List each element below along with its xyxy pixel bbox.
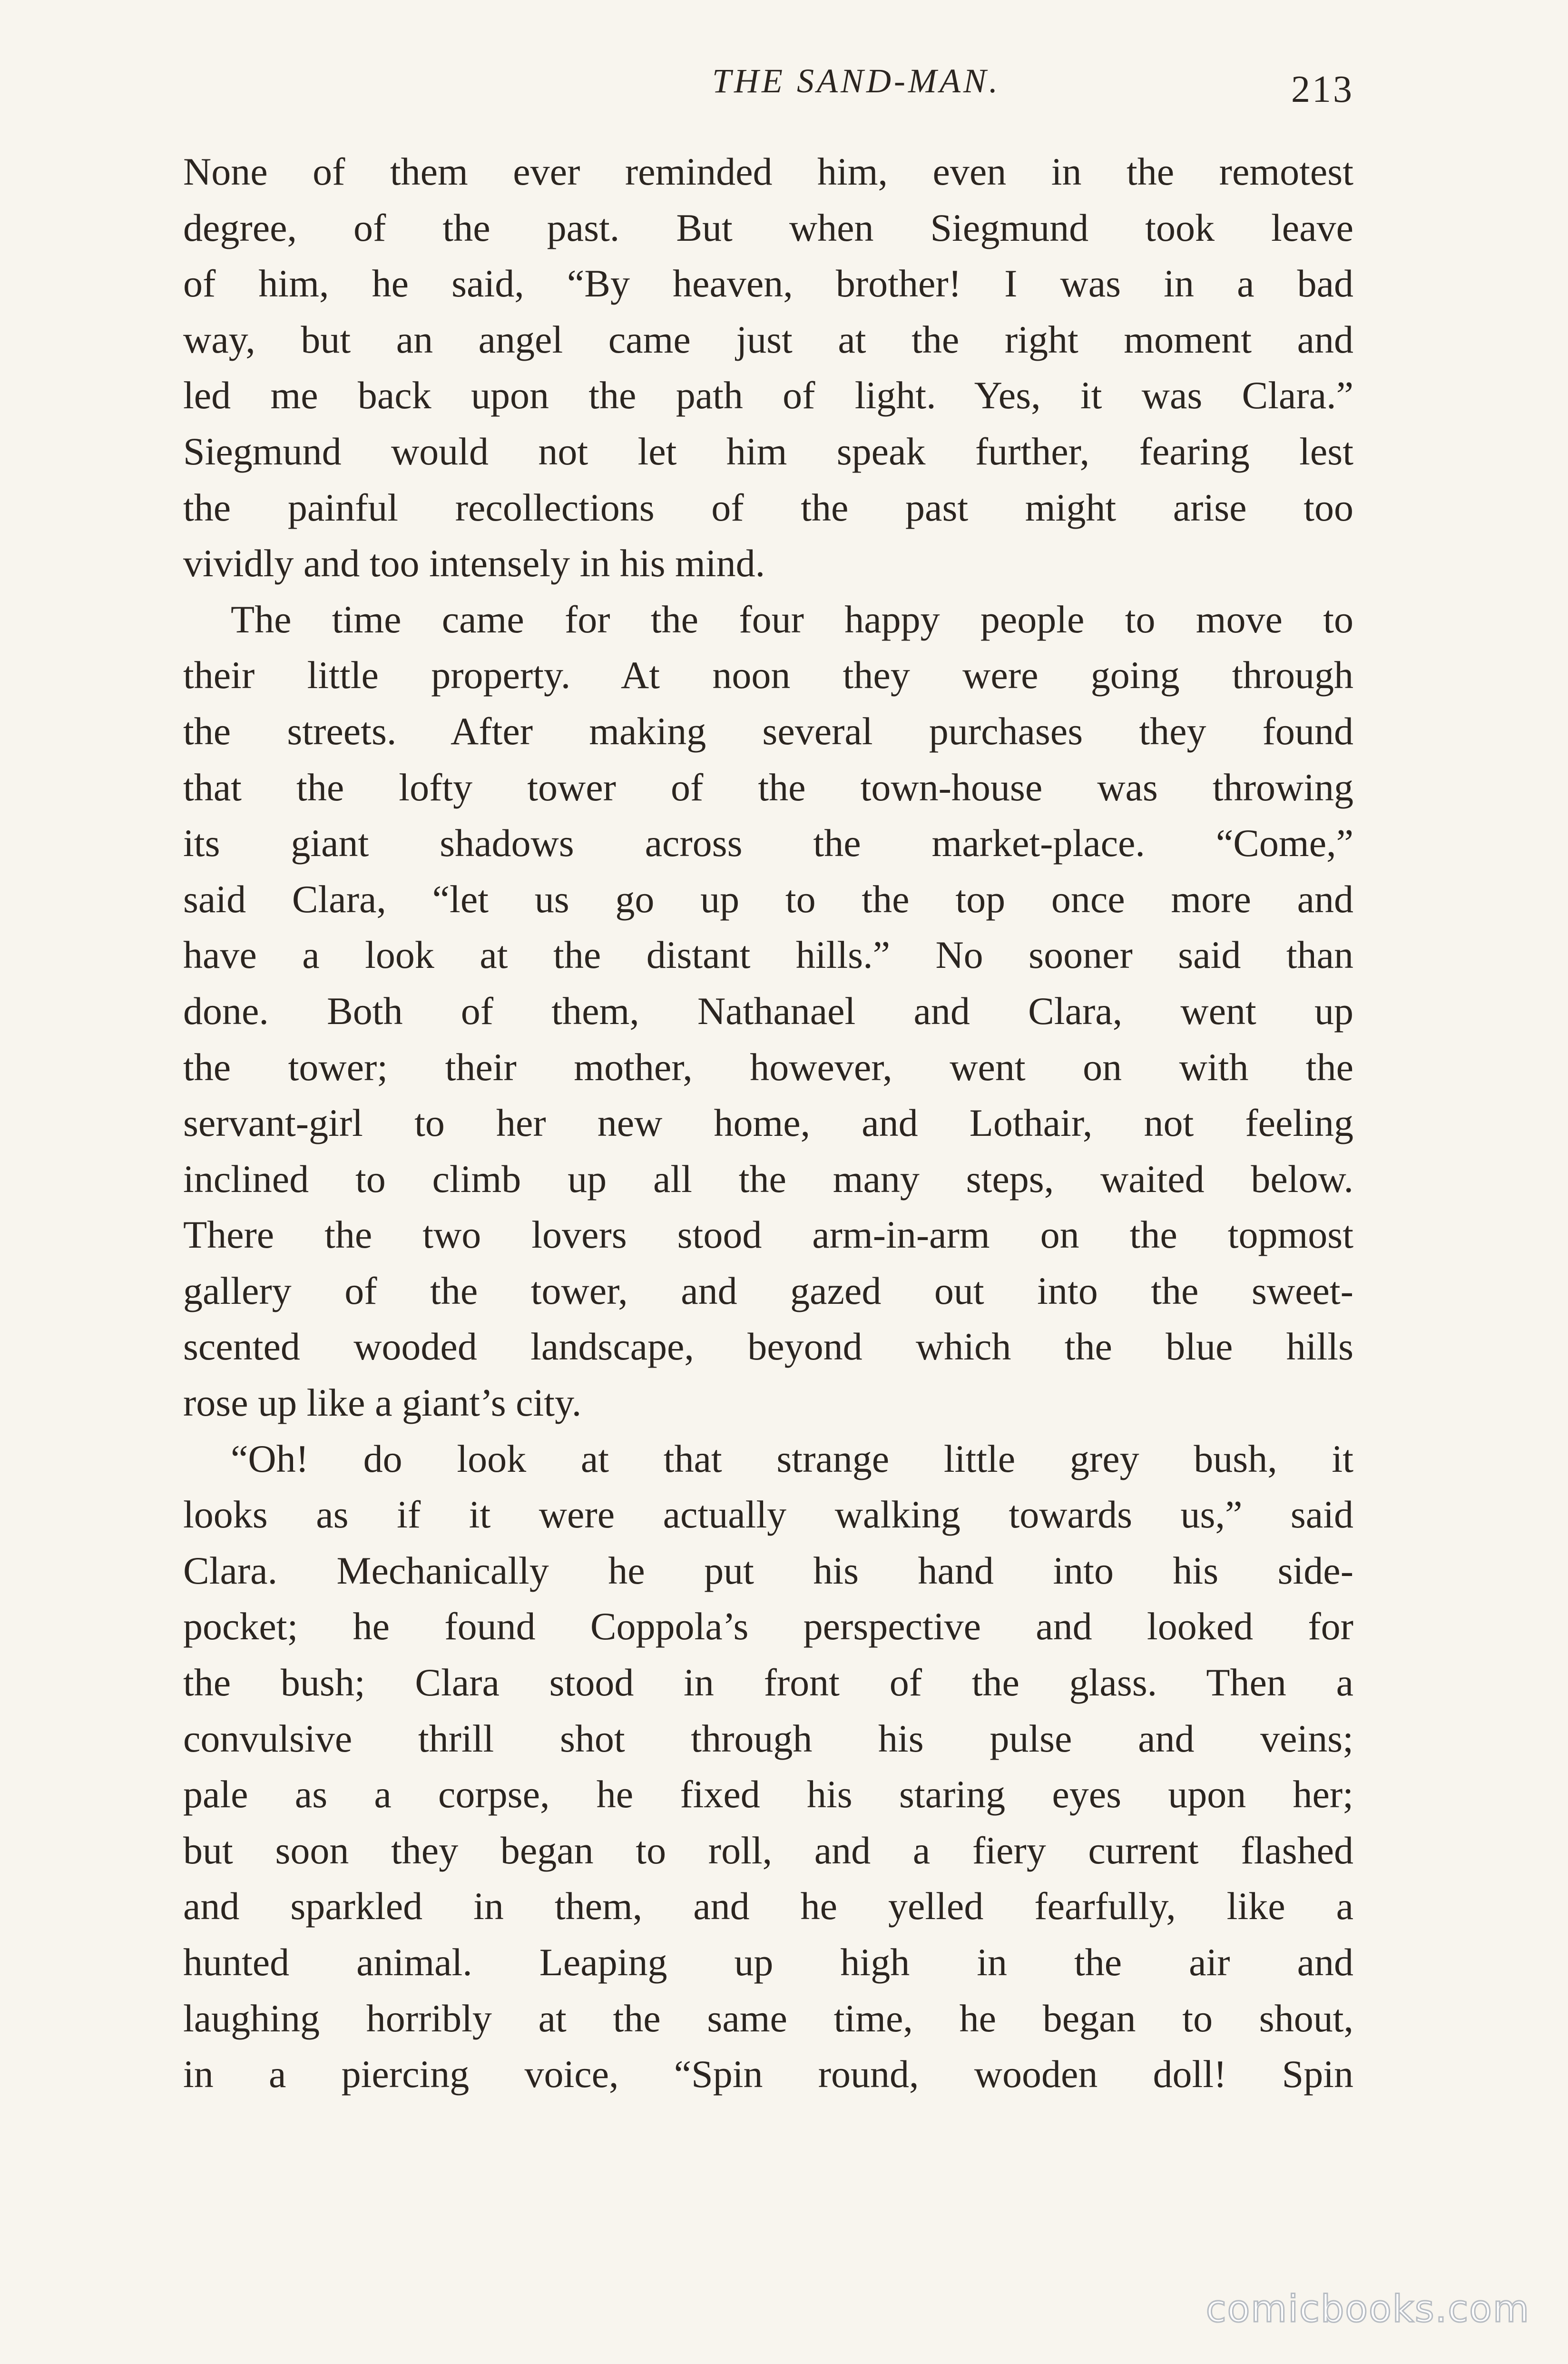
- text-line: servant-girl to her new home, and Lothair, not feeling: [183, 1101, 1353, 1145]
- text-line: way, but an angel came just at the right moment and: [183, 317, 1353, 361]
- text-line: rose up like a giant’s city.: [183, 1381, 582, 1425]
- text-line: the streets. After making several purchases they found: [183, 709, 1353, 753]
- text-line: have a look at the distant hills.” No sooner said than: [183, 933, 1353, 977]
- page-number: 213: [1291, 69, 1354, 110]
- text-line: the tower; their mother, however, went on with the: [183, 1045, 1353, 1089]
- text-line: hunted animal. Leaping up high in the air and: [183, 1940, 1353, 1984]
- text-line: pale as a corpse, he fixed his staring eyes upon her;: [183, 1773, 1353, 1816]
- text-line: said Clara, “let us go up to the top once more and: [183, 877, 1353, 921]
- text-line: scented wooded landscape, beyond which the blue hills: [183, 1325, 1353, 1369]
- text-line: “Oh! do look at that strange little grey bush, it: [231, 1437, 1353, 1480]
- text-line: the bush; Clara stood in front of the glass. Then a: [183, 1661, 1353, 1704]
- text-line: The time came for the four happy people to move to: [231, 597, 1353, 641]
- text-line: done. Both of them, Nathanael and Clara, went up: [183, 989, 1353, 1033]
- text-line: convulsive thrill shot through his pulse and veins;: [183, 1716, 1353, 1760]
- text-line: and sparkled in them, and he yelled fearfully, like a: [183, 1884, 1353, 1928]
- text-line: laughing horribly at the same time, he began to shout,: [183, 1996, 1353, 2040]
- text-line: Clara. Mechanically he put his hand into his side-: [183, 1548, 1353, 1592]
- text-line: their little property. At noon they were going through: [183, 653, 1353, 697]
- text-line: that the lofty tower of the town-house was throwing: [183, 765, 1353, 809]
- text-line: inclined to climb up all the many steps, waited below.: [183, 1157, 1353, 1201]
- running-head: THE SAND-MAN.: [712, 62, 1000, 100]
- text-line: degree, of the past. But when Siegmund took leave: [183, 206, 1353, 249]
- text-line: None of them ever reminded him, even in the remotest: [183, 150, 1353, 193]
- text-line: led me back upon the path of light. Yes, it was Clara.”: [183, 374, 1353, 417]
- text-line: but soon they began to roll, and a fiery current flashed: [183, 1828, 1353, 1872]
- watermark: comicbooks.com: [1205, 2288, 1530, 2331]
- text-line: gallery of the tower, and gazed out into the sweet-: [183, 1269, 1353, 1312]
- text-line: the painful recollections of the past might arise too: [183, 485, 1353, 529]
- text-line: looks as if it were actually walking towards us,” said: [183, 1493, 1353, 1537]
- text-line: There the two lovers stood arm-in-arm on the topmost: [183, 1213, 1353, 1257]
- text-line: in a piercing voice, “Spin round, wooden doll! Spin: [183, 2052, 1353, 2096]
- text-line: of him, he said, “By heaven, brother! I was in a bad: [183, 262, 1353, 305]
- text-line: pocket; he found Coppola’s perspective and looked for: [183, 1605, 1353, 1648]
- text-line: Siegmund would not let him speak further, fearing lest: [183, 429, 1353, 473]
- text-line: its giant shadows across the market-place. “Come,”: [183, 821, 1353, 865]
- text-line: vividly and too intensely in his mind.: [183, 542, 765, 585]
- body-text: [183, 144, 1353, 2102]
